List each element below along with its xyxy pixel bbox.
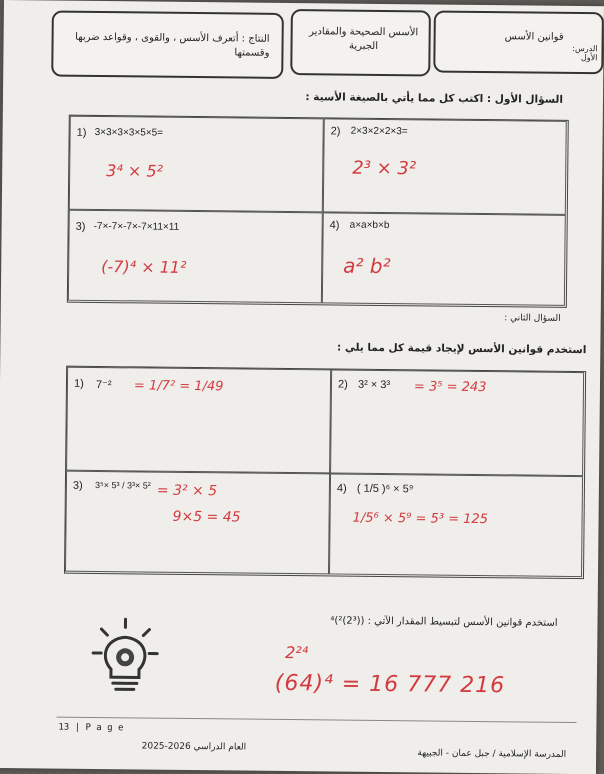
unit-title: الأسس الصحيحة والمقادير الجبرية (308, 25, 418, 54)
q1-cell-2 (323, 118, 567, 215)
q2-item3-answer1: = 3² × 5 (157, 483, 217, 500)
lesson-number: الدرس: الأول (557, 44, 597, 62)
q1-item4-expr: a×a×b×b (350, 220, 390, 231)
q1-cell-4 (322, 212, 566, 306)
q2-item3-expr: 3⁵× 5³ / 3³× 5² (93, 480, 153, 491)
q2-item1-num: 1) (74, 378, 84, 390)
header-box-lesson (433, 11, 604, 75)
header-box-outcome (51, 11, 284, 79)
q3-answer-1: 2²⁴ (285, 643, 308, 662)
q1-item4-num: 4) (330, 219, 340, 231)
q2-item1-expr: 7⁻² (96, 378, 112, 391)
q1-cell-3 (68, 210, 323, 304)
footer-divider (56, 717, 576, 723)
q2-item2-answer: = 3⁵ = 243 (414, 379, 487, 395)
page-number: 13 | P a g e (58, 723, 123, 734)
q2-cell-1 (66, 367, 331, 474)
lesson-title: قوانين الأسس (464, 31, 564, 43)
q1-item2-expr: 2×3×2×2×3= (351, 126, 408, 138)
q2-item1-answer: = 1/7² = 1/49 (134, 378, 224, 394)
outcome-text: النتاج : أتعرف الأسس ، والقوى ، وقواعد ضربها وقسمتها (64, 31, 269, 61)
q1-item1-expr: 3×3×3×3×5×5= (95, 127, 164, 139)
q1-title: السؤال الأول : اكتب كل مما يأتي بالصيغة الأسية : (263, 91, 563, 106)
q2-item3-num: 3) (73, 480, 83, 492)
q2-subtitle: استخدم قوانين الأسس لإيجاد قيمة كل مما يلي : (326, 341, 586, 356)
q2-item2-num: 2) (338, 379, 348, 391)
q2-title: السؤال الثاني : (411, 312, 561, 324)
q2-item4-num: 4) (337, 483, 347, 495)
q1-item2-num: 2) (331, 125, 341, 137)
q1-item3-expr: -7×-7×-7×-7×11×11 (94, 221, 180, 233)
q1-item1-num: 1) (77, 127, 87, 139)
q1-cell-1 (69, 116, 324, 213)
q1-item2-answer: 2³ × 3² (352, 158, 416, 180)
q2-cell-2 (330, 369, 584, 476)
header-box-unit (290, 9, 431, 76)
q3-prompt: استخدم قوانين الأسس لتبسيط المقدار الآتي : ((2³)²)⁴ (227, 614, 557, 628)
q2-item3-answer2: 9×5 = 45 (173, 509, 241, 526)
q1-table (67, 115, 569, 308)
q1-item1-answer: 3⁴ × 5² (106, 161, 163, 181)
school-name: المدرسة الإسلامية / جبل عمان - الجبيهة (326, 747, 566, 760)
q2-item2-expr: 3² × 3³ (358, 379, 390, 391)
lightbulb-gear-icon (89, 617, 162, 698)
q2-cell-4 (329, 473, 583, 577)
q2-cell-3 (65, 471, 330, 575)
q1-item3-num: 3) (76, 221, 86, 233)
q2-item4-answer: 1/5⁶ × 5⁹ = 5³ = 125 (353, 511, 489, 527)
q2-item4-expr: ( 1/5 )⁶ × 5⁹ (357, 483, 414, 496)
school-year: العام الدراسي 2026-2025 (96, 741, 246, 753)
q2-table (64, 366, 586, 579)
q3-answer-2: (64)⁴ = 16 777 216 (275, 671, 506, 698)
q1-item4-answer: a² b² (343, 254, 391, 278)
q1-item3-answer: (-7)⁴ × 11² (101, 257, 186, 277)
